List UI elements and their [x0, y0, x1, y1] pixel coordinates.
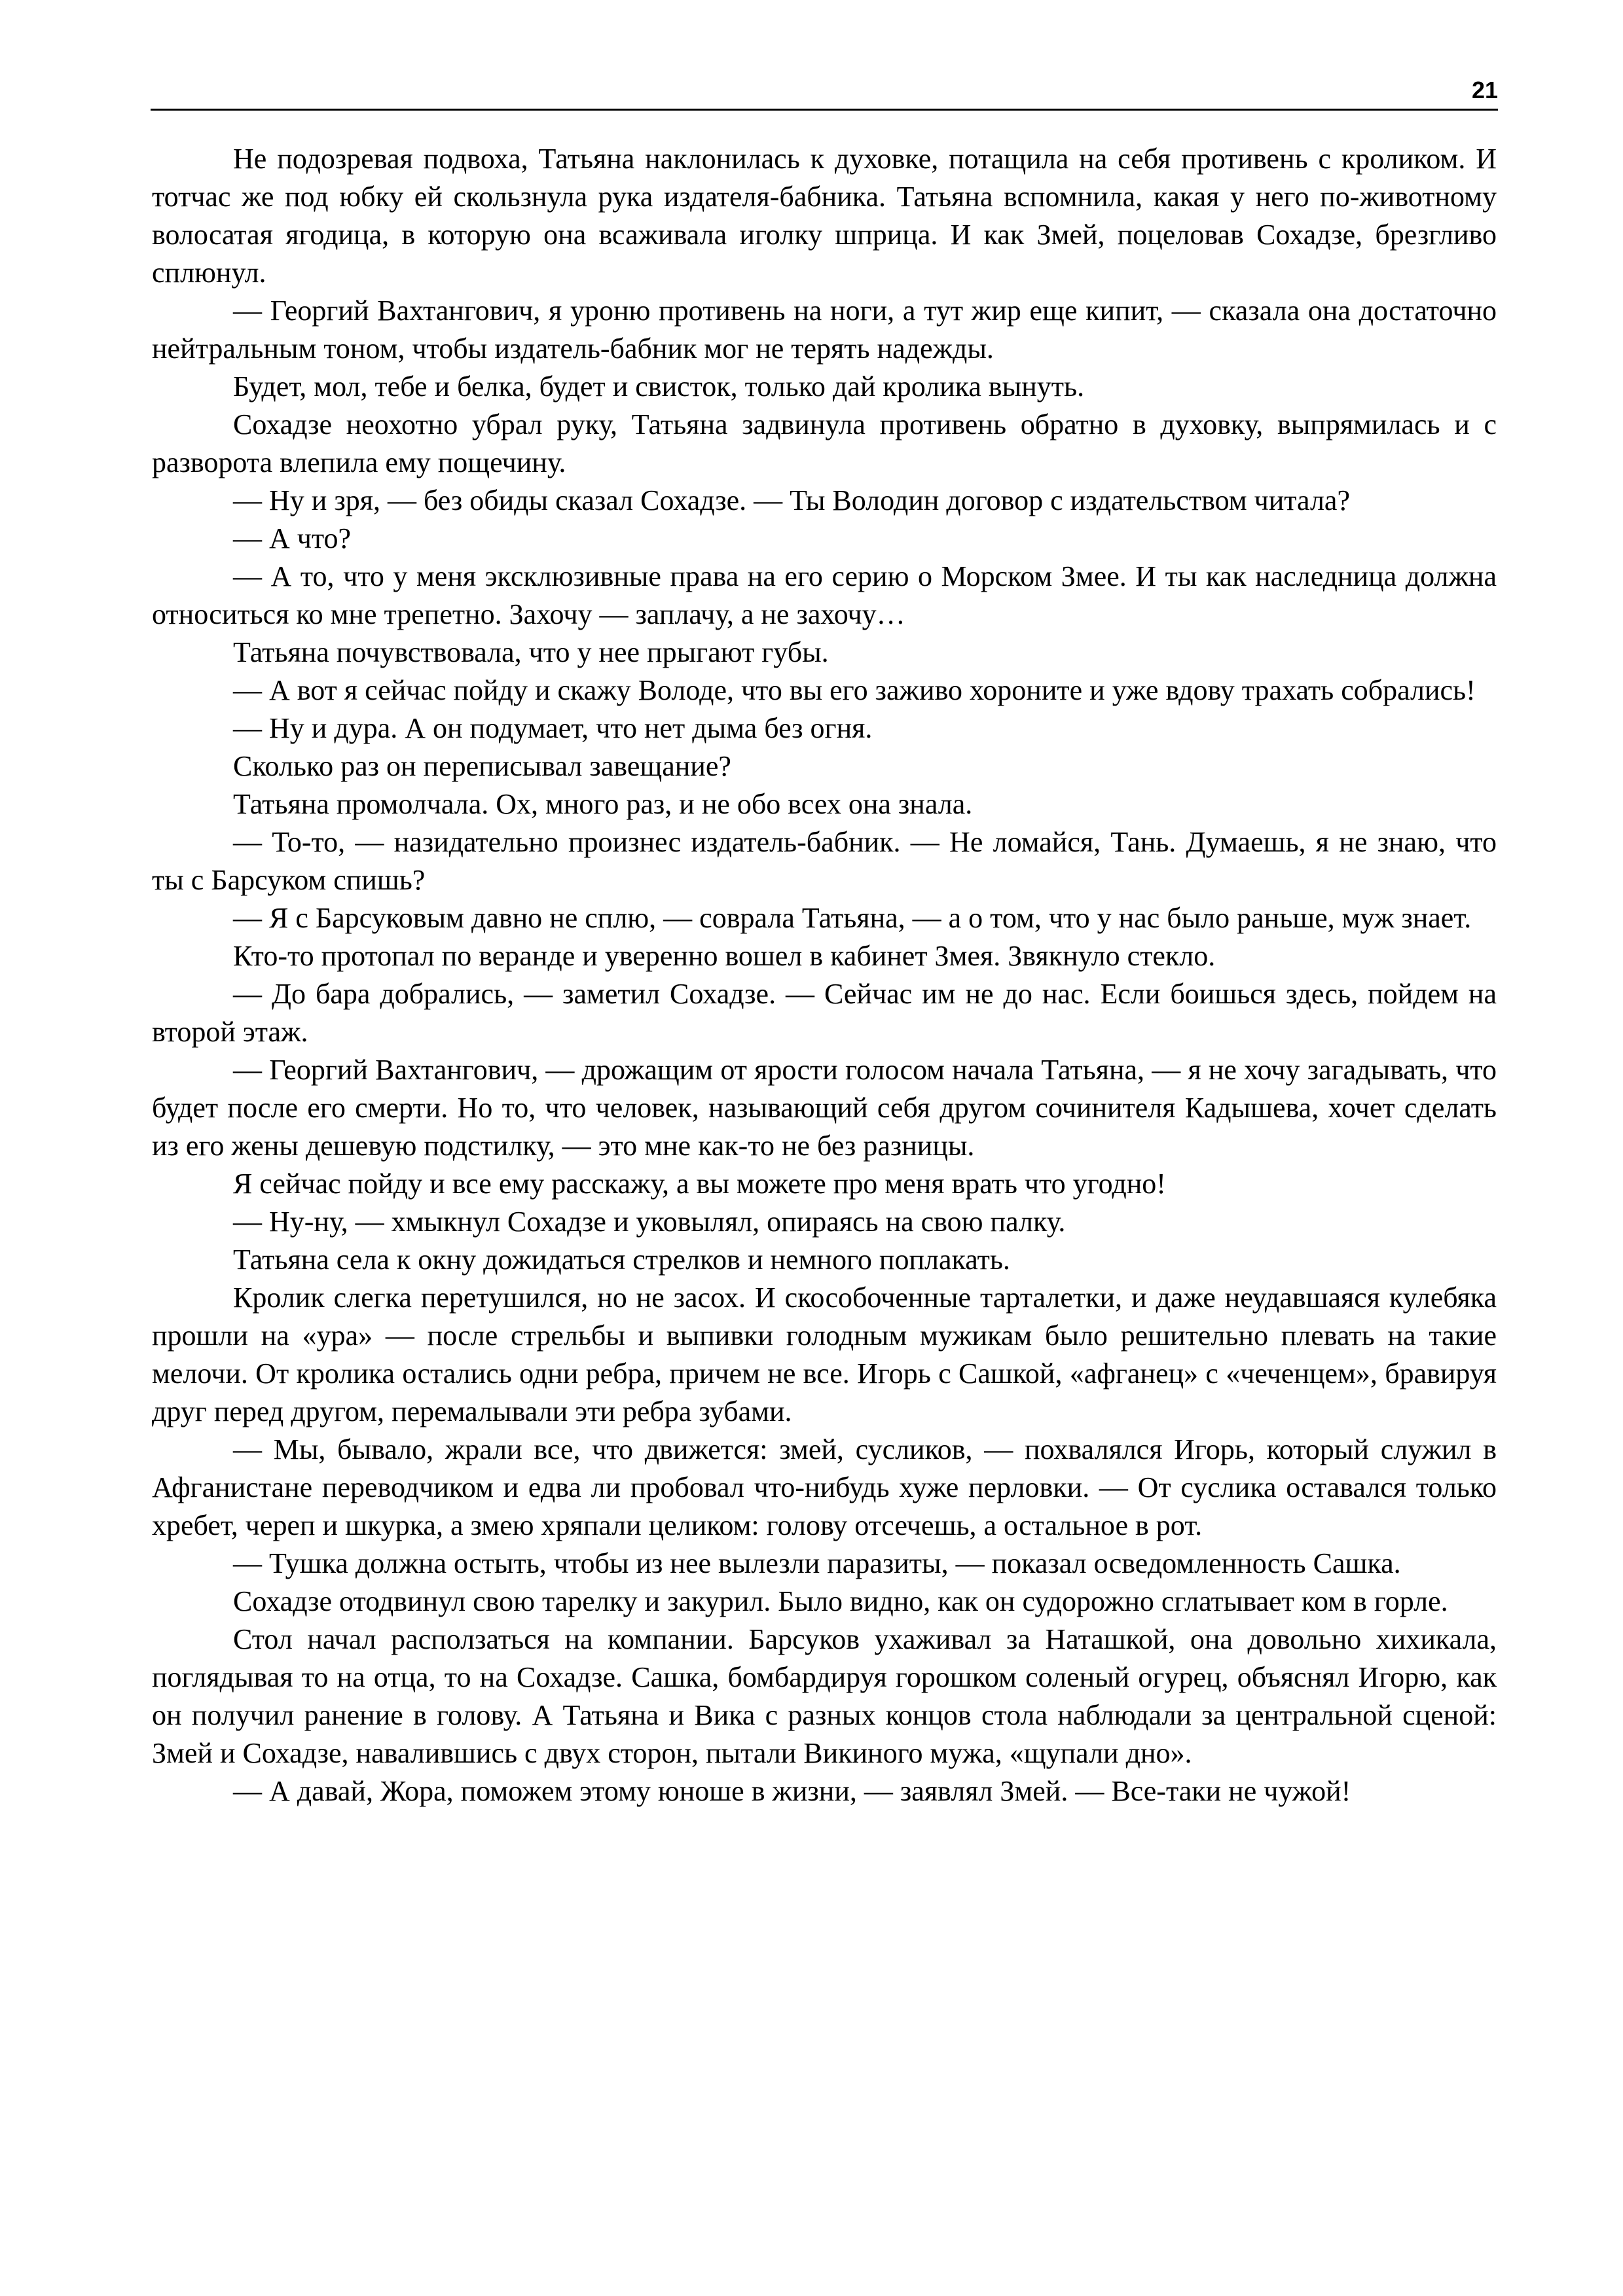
paragraph: Татьяна почувствовала, что у нее прыгают губы. [233, 636, 829, 668]
page-number: 21 [1471, 77, 1498, 103]
paragraph: Сколько раз он переписывал завещание? [233, 750, 731, 782]
paragraph: — Тушка должна остыть, чтобы из нее вылезли паразиты, — показал осведомленность Сашка. [233, 1547, 1401, 1579]
paragraph: — Георгий Вахтангович, — дрожащим от ярости голосом начала Татьяна, — я не хочу загадывать, что будет после его смерти. Но то, что человек, называющий себя другом сочинителя Кадышева, хочет сделать из его жены дешевую подстилку, — это мне как-то не без разницы. [152, 1054, 1497, 1162]
paragraph: — То-то, — назидательно произнес издатель-бабник. — Не ломайся, Тань. Думаешь, я не знаю, что ты с Барсуком спишь? [152, 826, 1497, 896]
paragraph: Татьяна промолчала. Ох, много раз, и не обо всех она знала. [233, 788, 973, 820]
paragraph: — Ну-ну, — хмыкнул Сохадзе и уковылял, опираясь на свою палку. [233, 1206, 1066, 1238]
paragraph: — Ну и зря, — без обиды сказал Сохадзе. — Ты Володин договор с издательством читала? [233, 484, 1350, 516]
paragraph: — А то, что у меня эксклюзивные права на его серию о Морском Змее. И ты как наследница должна относиться ко мне трепетно. Захочу — заплачу, а не захочу… [152, 560, 1497, 630]
paragraph: Кролик слегка перетушился, но не засох. И скособоченные тарталетки, и даже неудавшаяся кулебяка прошли на «ура» — после стрельбы и выпивки голодным мужикам было решительно плевать на такие мелочи. От кролика остались одни ребра, причем не все. Игорь с Сашкой, «афганец» с «чеченцем», бравируя друг перед другом, перемалывали эти ребра зубами. [152, 1282, 1497, 1427]
paragraph: Не подозревая подвоха, Татьяна наклонилась к духовке, потащила на себя противень с кроликом. И тотчас же под юбку ей скользнула рука издателя-бабника. Татьяна вспомнила, какая у него по-животному волосатая ягодица, в которую она всаживала иголку шприца. И как Змей, поцеловав Сохадзе, брезгливо сплюнул. [152, 143, 1497, 289]
paragraph: Стол начал расползаться на компании. Барсуков ухаживал за Наташкой, она довольно хихикала, поглядывая то на отца, то на Сохадзе. Сашка, бомбардируя горошком соленый огурец, объяснял Игорю, как он получил ранение в голову. А Татьяна и Вика с разных концов стола наблюдали за центральной сценой: Змей и Сохадзе, навалившись с двух сторон, пытали Викиного мужа, «щупали дно». [152, 1623, 1497, 1769]
paragraph: — Мы, бывало, жрали все, что движется: змей, сусликов, — похвалялся Игорь, который служил в Афганистане переводчиком и едва ли пробовал что-нибудь хуже перловки. — От суслика оставался только хребет, череп и шкурка, а змею хряпали целиком: голову отсечешь, а остальное в рот. [152, 1433, 1497, 1541]
paragraph: Сохадзе неохотно убрал руку, Татьяна задвинула противень обратно в духовку, выпрямилась и с разворота влепила ему пощечину. [152, 408, 1497, 478]
paragraph: Будет, мол, тебе и белка, будет и свисток, только дай кролика вынуть. [233, 370, 1085, 403]
paragraph: — А давай, Жора, поможем этому юноше в жизни, — заявлял Змей. — Все-таки не чужой! [233, 1775, 1351, 1807]
paragraph: Сохадзе отодвинул свою тарелку и закурил. Было видно, как он судорожно сглатывает ком в горле. [233, 1585, 1448, 1617]
paragraph: — А что? [233, 522, 352, 554]
paragraph: — До бара добрались, — заметил Сохадзе. — Сейчас им не до нас. Если боишься здесь, пойдем на второй этаж. [152, 978, 1497, 1048]
text-body [152, 140, 1497, 1810]
paragraph: Татьяна села к окну дожидаться стрелков и немного поплакать. [233, 1244, 1010, 1276]
paragraph: Кто-то протопал по веранде и уверенно вошел в кабинет Змея. Звякнуло стекло. [233, 940, 1216, 972]
page-header [151, 65, 1498, 111]
paragraph: — А вот я сейчас пойду и скажу Володе, что вы его заживо хороните и уже вдову трахать собрались! [233, 674, 1476, 706]
paragraph: — Георгий Вахтангович, я уроню противень на ноги, а тут жир еще кипит, — сказала она достаточно нейтральным тоном, чтобы издатель-бабник мог не терять надежды. [152, 295, 1497, 365]
paragraph: — Я с Барсуковым давно не сплю, — соврала Татьяна, — а о том, что у нас было раньше, муж знает. [233, 902, 1472, 934]
paragraph: Я сейчас пойду и все ему расскажу, а вы можете про меня врать что угодно! [233, 1168, 1166, 1200]
paragraph: — Ну и дура. А он подумает, что нет дыма без огня. [233, 712, 873, 744]
